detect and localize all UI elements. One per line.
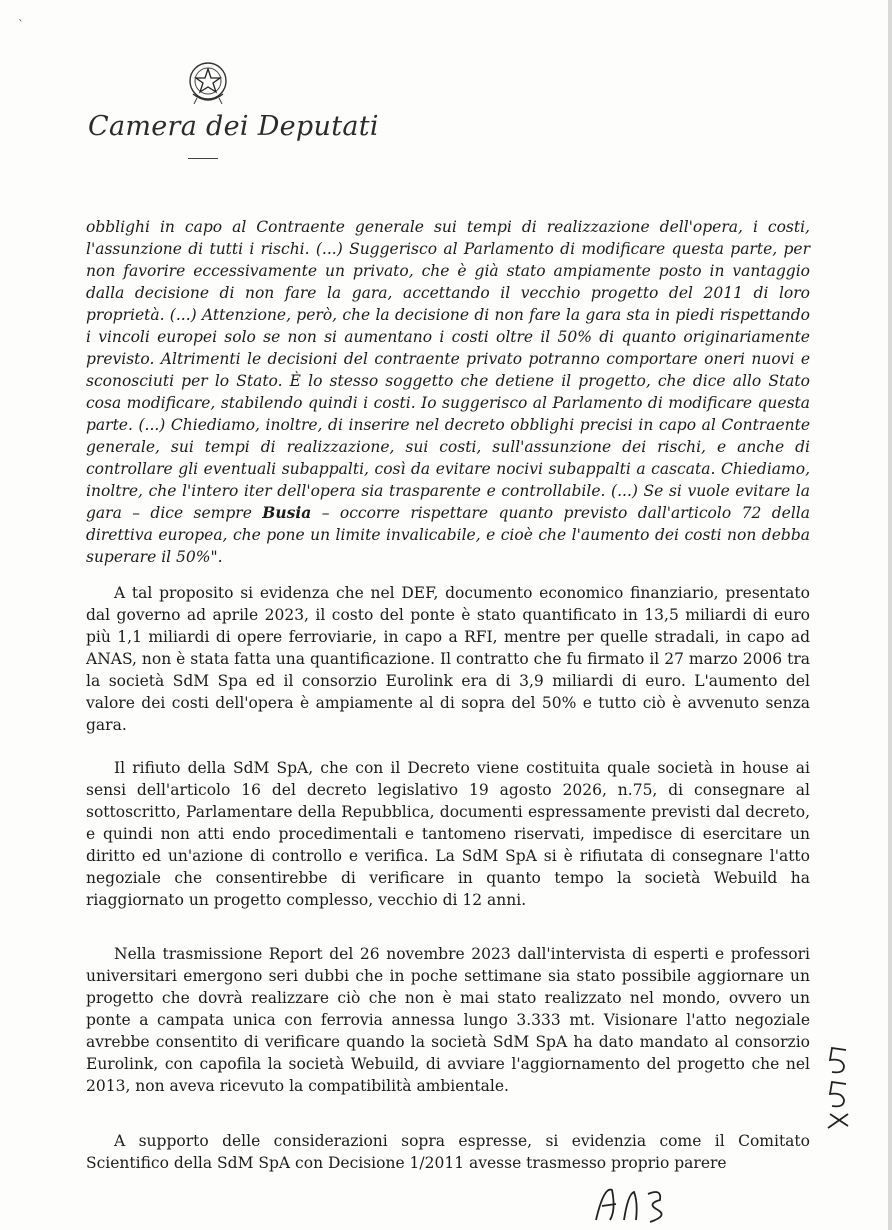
body-paragraph: Nella trasmissione Report del 26 novembre 2023 dall'intervista di esperti e professori universitari emergono seri dubbi che in poche settimane sia stato possibile aggiornare un progetto che dovrà realizzare ciò che non è mai stato realizzato nel mondo, ovvero un ponte a campata unica con ferrovia annessa lungo 3.333 mt. Visionare l'atto negoziale avrebbe consentito di verificare quando la società SdM SpA ha dato mandato al consorzio Eurolink, con capofila la società Webuild, di avviare l'aggiornamento del progetto che nel 2013, non aveva ricevuto la compatibilità ambientale. (86, 945, 810, 1095)
quote-text: obblighi in capo al Contraente generale sui tempi di realizzazione dell'opera, i costi, l'assunzione di tutti i rischi. (...) Suggerisco al Parlamento di modificare questa parte, per non favorire eccessivamente un privato, che è già stato ampiamente posto in vantaggio dalla decisione di non fare la gara, accettando il vecchio progetto del 2011 di loro proprietà. (...) Attenzione, però, che la decisione di non fare la gara sta in piedi rispettando i vincoli europei solo se non si aumentano i costi oltre il 50% di quanto originariamente previsto. Altrimenti le decisioni del contraente privato potranno comportare oneri nuovi e sconosciuti per lo Stato. È lo stesso soggetto che detiene il progetto, che dice allo Stato cosa modificare, stabilendo quindi i costi. Io suggerisco al Parlamento di modificare questa parte. (...) Chiediamo, inoltre, di inserire nel decreto obblighi precisi in capo al Contraente generale, sui tempi di realizzazione, sui costi, sull'assunzione dei rischi, e anche di controllare gli eventuali subappalti, così da evitare nocivi subappalti a cascata. Chiediamo, inoltre, che l'intero iter dell'opera sia trasparente e controllabile. (...) Se si vuole evitare la gara – dice sempre (86, 218, 810, 522)
body-paragraph: Il rifiuto della SdM SpA, che con il Decreto viene costituita quale società in house ai sensi dell'articolo 16 del decreto legislativo 19 agosto 2026, n.75, di consegnare al sottoscritto, Parlamentare della Repubblica, documenti espressamente previsti dal decreto, e quindi non atti endo procedimentali e tantomeno riservati, impedisce di esercitare un diritto ed un'azione di controllo e verifica. La SdM SpA si è rifiutata di consegnare l'atto negoziale che consentirebbe di verificare in quanto tempo la società Webuild ha riaggiornato un progetto complesso, vecchio di 12 anni. (86, 759, 810, 909)
handwritten-signature (590, 1180, 680, 1226)
quote-bold-name: Busia (262, 503, 312, 522)
body-paragraph: A tal proposito si evidenza che nel DEF, documento economico finanziario, presentato dal governo ad aprile 2023, il costo del ponte è stato quantificato in 13,5 miliardi di euro più 1,1 miliardi di opere ferroviarie, in capo a RFI, mentre per quelle stradali, in capo ad ANAS, non è stata fatta una quantificazione. Il contratto che fu firmato il 27 marzo 2006 tra la società SdM Spa ed il consorzio Eurolink era di 3,9 miliardi di euro. L'aumento del valore dei costi dell'opera è ampiamente al di sopra del 50% e tutto ciò è avvenuto senza gara. (86, 584, 810, 734)
page-edge (888, 0, 892, 1230)
institution-header: Camera dei Deputati (88, 111, 379, 142)
handwritten-margin-note (818, 1042, 858, 1132)
quote-text-end: – occorre rispettare quanto previsto dall'articolo 72 della direttiva europea, che pone un limite invalicabile, e cioè che l'aumento dei costi non debba superare il 50%". (86, 504, 810, 566)
italian-republic-emblem-icon (185, 58, 231, 108)
body-paragraph: A supporto delle considerazioni sopra espresse, si evidenzia come il Comitato Scientifico della SdM SpA con Decisione 1/2011 avesse trasmesso proprio parere (86, 1132, 810, 1172)
quoted-statement (86, 216, 810, 568)
header-divider (188, 158, 218, 159)
corner-mark: ` (18, 18, 24, 32)
